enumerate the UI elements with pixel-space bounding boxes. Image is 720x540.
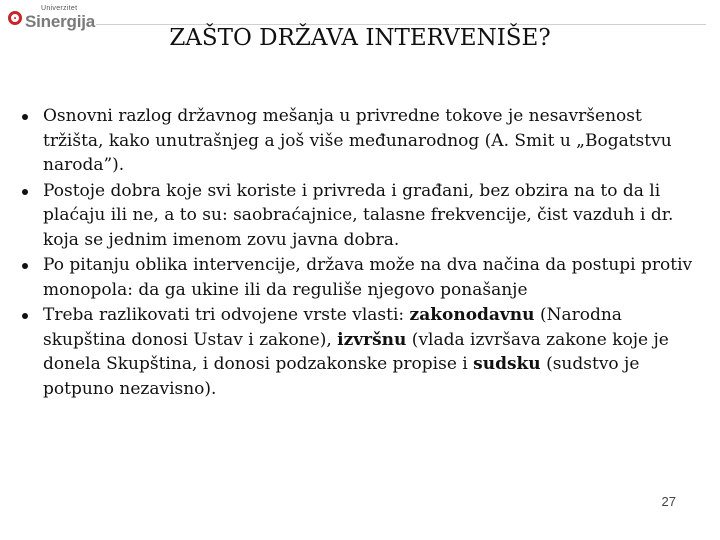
term-legislative: zakonodavnu [409,305,535,325]
slide-title: ZAŠTO DRŽAVA INTERVENIŠE? [169,25,551,51]
bullet-text: Po pitanju oblika intervencije, država može na dva načina da postupi protiv monopola: da ga ukine ili da reguliše njegovo ponašanje [43,255,693,300]
bullet-text-part: (sudstvo je potpuno nezavisno). [43,354,640,399]
term-judicial: sudsku [473,354,541,374]
bullet-text: Postoje dobra koje svi koriste i privreda i građani, bez obzira na to da li plaćaju ili ne, a to su: saobraćajnice, talasne frekvencije, čist vazduh i dr. koja se jednim imenom zovu javna dobra. [43,180,674,250]
bullet-dot-icon [22,313,28,319]
bullet-text-part: (Narodna skupština donosi Ustav i zakone), [43,305,622,350]
bullet-list [18,104,704,402]
bullet-text-part: Treba razlikovati tri odvojene vrste vlasti: [43,305,410,325]
bullet-dot-icon [22,114,28,120]
bullet-item [18,253,704,302]
bullet-item [18,303,704,401]
bullet-item [18,179,704,253]
bullet-item [18,104,704,178]
bullet-dot-icon [22,263,28,269]
page-number: 27 [661,494,676,509]
bullet-text: Osnovni razlog državnog mešanja u privredne tokove je nesavršenost tržišta, kako unutrašnjeg a još više međunarodnog (A. Smit u „Bogatstvu naroda”). [43,106,672,175]
university-logo-icon [8,11,22,25]
bullet-dot-icon [22,189,28,195]
term-executive: izvršnu [337,329,407,350]
bullet-text-part: (vlada izvršava zakone koje je donela Skupština, i donosi podzakonske propise i [43,329,669,374]
logo-top-text: Univerzitet [41,5,78,12]
logo-name: Sinergija [25,12,96,31]
